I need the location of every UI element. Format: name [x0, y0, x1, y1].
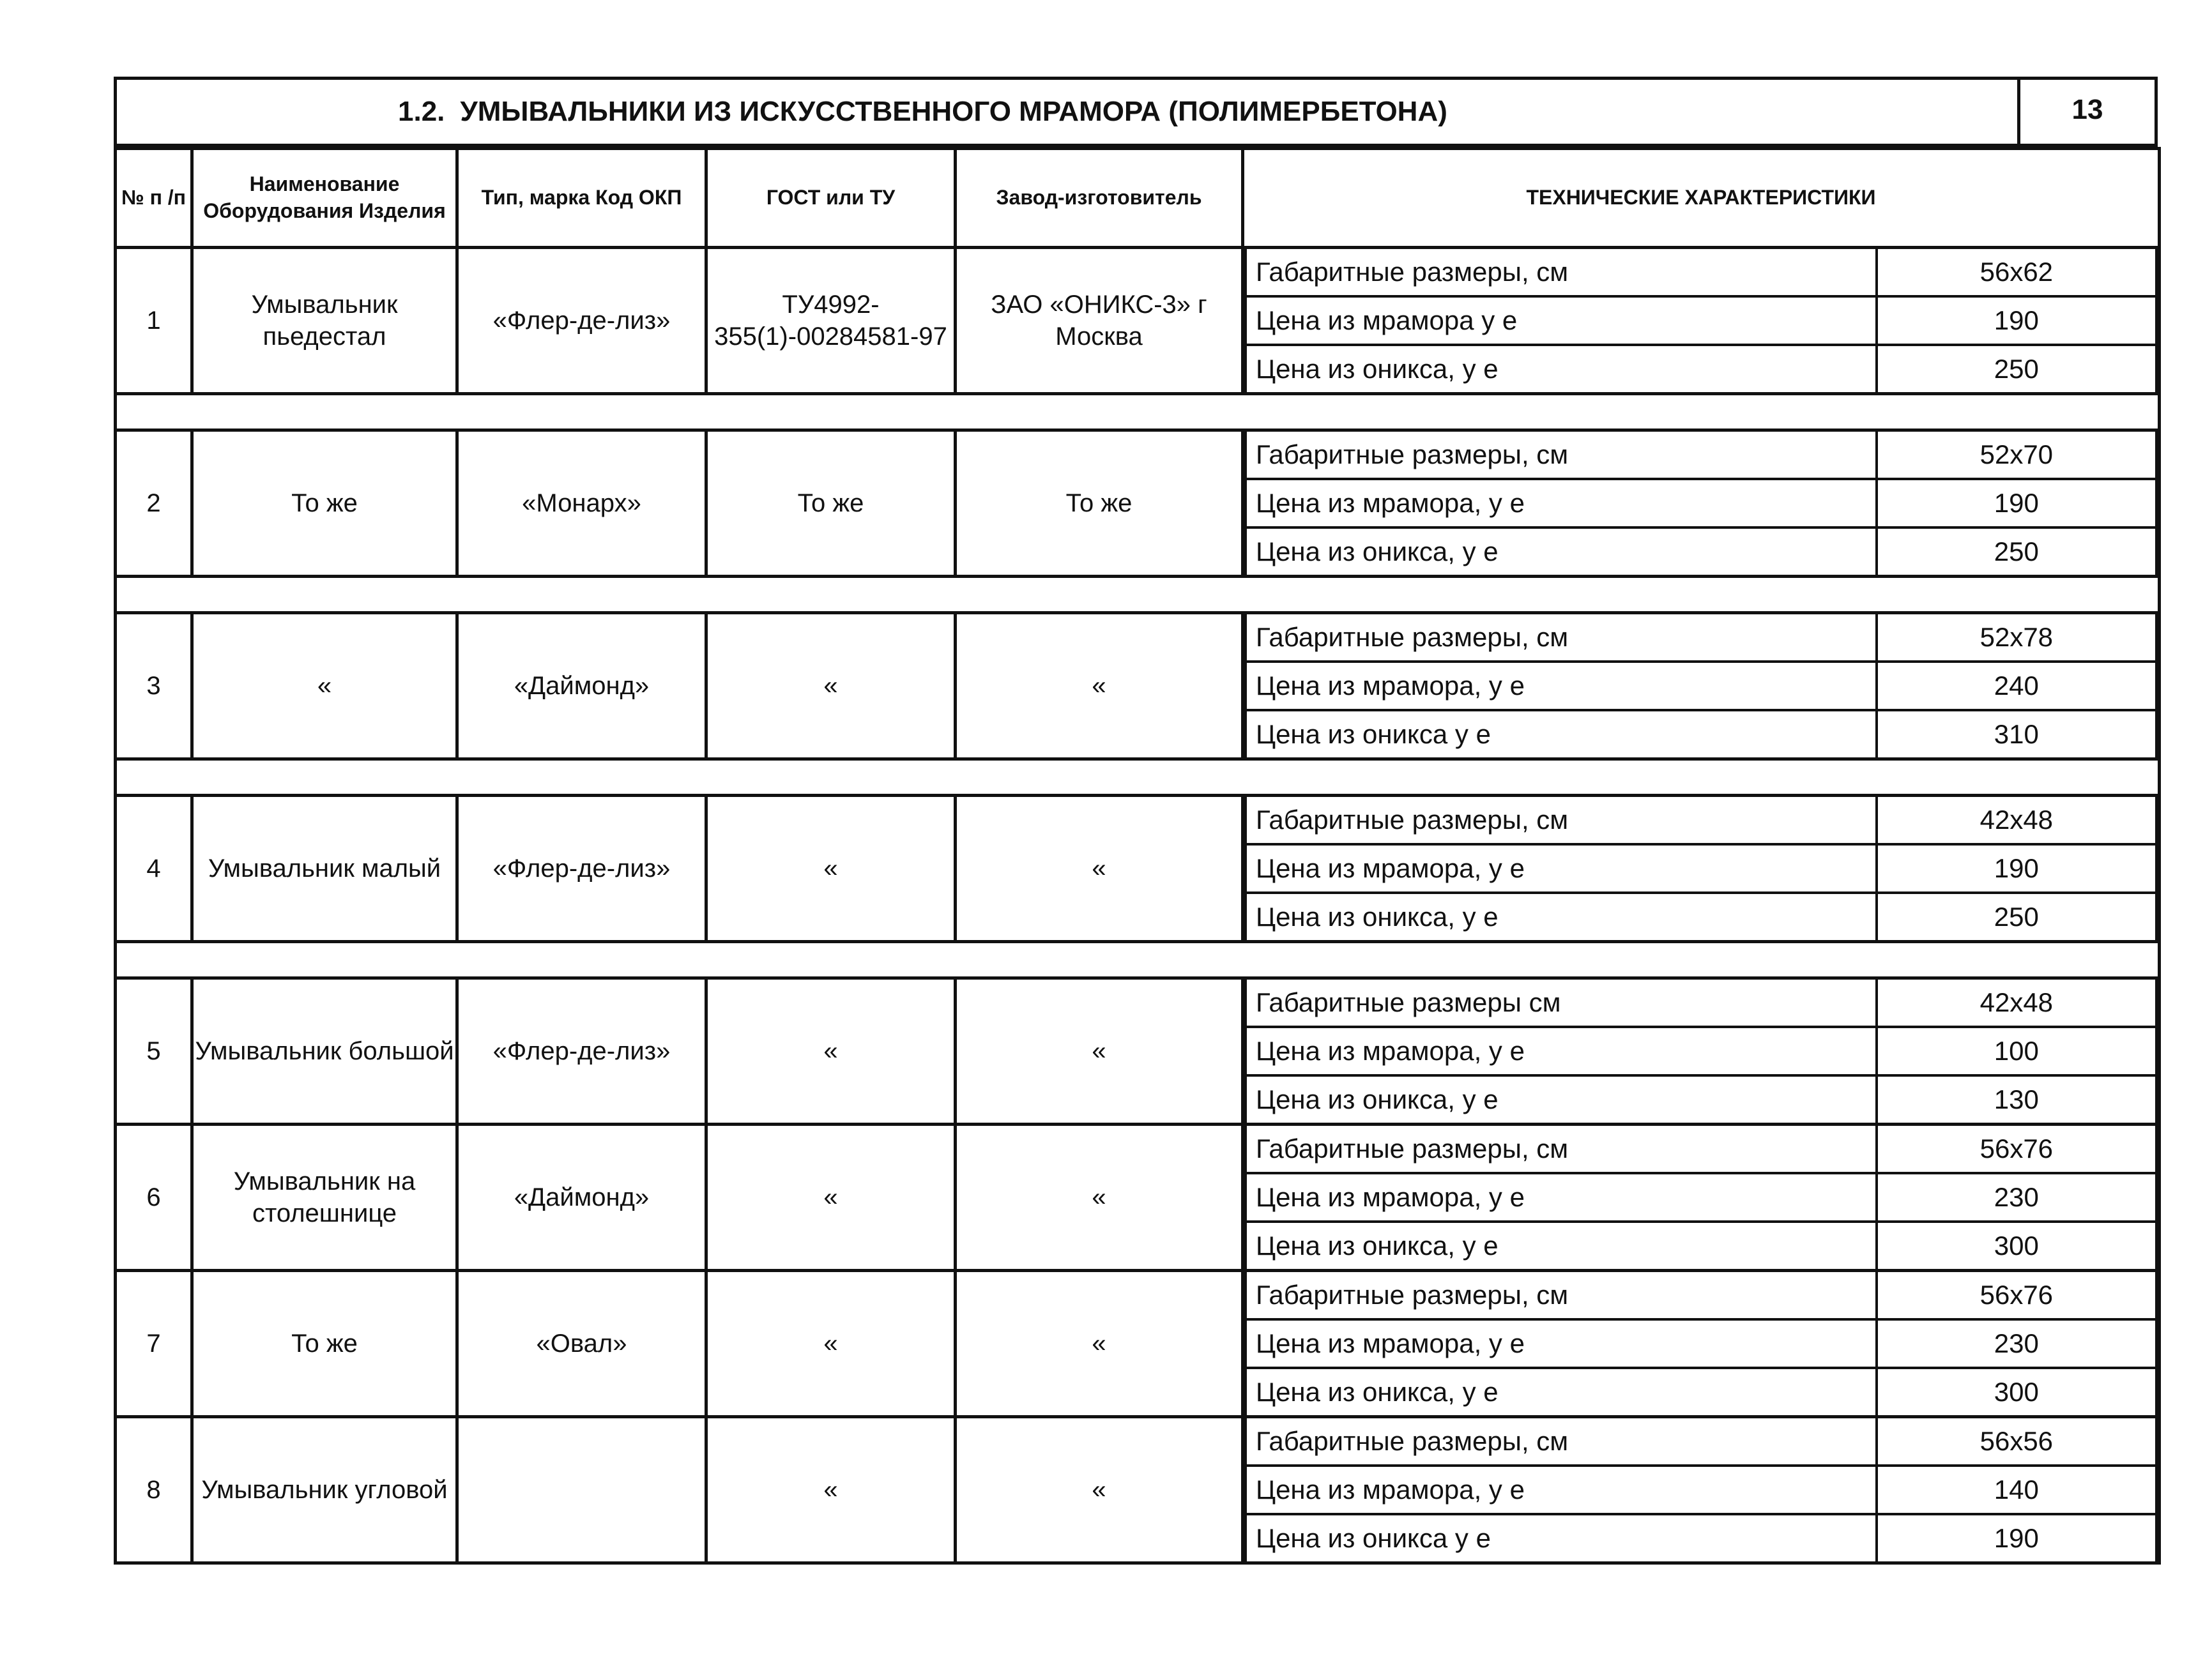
spec-row	[1246, 710, 2156, 757]
separator-row	[116, 942, 2160, 978]
table-row	[116, 1125, 2160, 1271]
spec-value: 42х48	[1877, 980, 2156, 1027]
spec-label: Цена из мрамора, у е	[1246, 844, 1877, 893]
cell-num: 3	[116, 613, 192, 759]
table-row	[116, 1271, 2160, 1417]
cell-type	[457, 1417, 706, 1563]
separator-cell	[116, 394, 2160, 430]
spec-label: Цена из оникса, у е	[1246, 1368, 1877, 1415]
spec-value: 300	[1877, 1368, 2156, 1415]
spec-row	[1246, 1173, 2156, 1222]
spec-table	[1244, 980, 2158, 1123]
cell-specs	[1243, 1417, 2160, 1563]
cell-maker: «	[956, 796, 1243, 942]
spec-label: Цена из мрамора у е	[1246, 296, 1877, 345]
spec-row	[1246, 1466, 2156, 1514]
cell-gost: «	[706, 613, 956, 759]
spec-value: 140	[1877, 1466, 2156, 1514]
spec-row	[1246, 296, 2156, 345]
spec-label: Габаритные размеры см	[1246, 980, 1877, 1027]
spec-row	[1246, 432, 2156, 479]
cell-name: Умывальник на столешнице	[192, 1125, 457, 1271]
cell-name: Умывальник большой	[192, 978, 457, 1125]
column-header-maker: Завод-изготовитель	[956, 149, 1243, 248]
cell-gost: «	[706, 1125, 956, 1271]
spec-label: Цена из мрамора, у е	[1246, 1466, 1877, 1514]
table-header-row	[116, 149, 2160, 248]
spec-value: 230	[1877, 1319, 2156, 1368]
spec-value: 56х62	[1877, 249, 2156, 296]
cell-specs	[1243, 1125, 2160, 1271]
spec-row	[1246, 614, 2156, 662]
spec-row	[1246, 797, 2156, 844]
spec-table	[1244, 614, 2158, 757]
spec-value: 230	[1877, 1173, 2156, 1222]
cell-name: Умывальник пьедестал	[192, 248, 457, 394]
cell-gost: «	[706, 1417, 956, 1563]
spec-value: 52х78	[1877, 614, 2156, 662]
spec-label: Цена из мрамора, у е	[1246, 1027, 1877, 1075]
spec-row	[1246, 345, 2156, 392]
cell-type: «Даймонд»	[457, 1125, 706, 1271]
cell-specs	[1243, 248, 2160, 394]
cell-gost: То же	[706, 430, 956, 577]
cell-maker: «	[956, 613, 1243, 759]
spec-label: Цена из оникса у е	[1246, 1514, 1877, 1561]
spec-row	[1246, 662, 2156, 710]
separator-row	[116, 759, 2160, 796]
spec-value: 130	[1877, 1075, 2156, 1123]
cell-gost: «	[706, 796, 956, 942]
section-title: УМЫВАЛЬНИКИ ИЗ ИСКУССТВЕННОГО МРАМОРА (ПОЛИМЕРБЕТОНА)	[460, 96, 1447, 127]
separator-cell	[116, 577, 2160, 613]
cell-maker: «	[956, 1271, 1243, 1417]
cell-name: Умывальник малый	[192, 796, 457, 942]
cell-type: «Монарх»	[457, 430, 706, 577]
spec-row	[1246, 1027, 2156, 1075]
spec-table	[1244, 432, 2158, 575]
spec-value: 56х56	[1877, 1418, 2156, 1466]
table-body	[116, 248, 2160, 1563]
catalog-page	[114, 77, 2158, 1565]
spec-value: 190	[1877, 296, 2156, 345]
spec-row	[1246, 1075, 2156, 1123]
separator-row	[116, 394, 2160, 430]
cell-specs	[1243, 613, 2160, 759]
spec-row	[1246, 980, 2156, 1027]
spec-row	[1246, 479, 2156, 527]
spec-table	[1244, 249, 2158, 392]
separator-cell	[116, 942, 2160, 978]
spec-label: Цена из оникса у е	[1246, 710, 1877, 757]
cell-type: «Флер-де-лиз»	[457, 796, 706, 942]
cell-maker: ЗАО «ОНИКС-3» г Москва	[956, 248, 1243, 394]
spec-label: Цена из оникса, у е	[1246, 893, 1877, 940]
spec-value: 190	[1877, 1514, 2156, 1561]
spec-table	[1244, 797, 2158, 940]
cell-specs	[1243, 430, 2160, 577]
cell-name: То же	[192, 1271, 457, 1417]
cell-gost: ТУ4992-355(1)-00284581-97	[706, 248, 956, 394]
cell-name: «	[192, 613, 457, 759]
cell-num: 2	[116, 430, 192, 577]
spec-value: 250	[1877, 527, 2156, 575]
spec-label: Цена из мрамора, у е	[1246, 662, 1877, 710]
spec-label: Габаритные размеры, см	[1246, 1418, 1877, 1466]
spec-value: 100	[1877, 1027, 2156, 1075]
table-row	[116, 1417, 2160, 1563]
spec-value: 52х70	[1877, 432, 2156, 479]
spec-row	[1246, 1319, 2156, 1368]
separator-row	[116, 577, 2160, 613]
spec-label: Цена из оникса, у е	[1246, 345, 1877, 392]
section-number: 1.2.	[398, 96, 445, 127]
section-header	[114, 77, 2158, 147]
spec-label: Цена из оникса, у е	[1246, 1075, 1877, 1123]
spec-label: Цена из мрамора, у е	[1246, 479, 1877, 527]
spec-row	[1246, 893, 2156, 940]
column-header-gost: ГОСТ или ТУ	[706, 149, 956, 248]
cell-specs	[1243, 796, 2160, 942]
cell-num: 4	[116, 796, 192, 942]
spec-value: 190	[1877, 844, 2156, 893]
spec-value: 310	[1877, 710, 2156, 757]
spec-table	[1244, 1272, 2158, 1415]
separator-cell	[116, 759, 2160, 796]
spec-label: Цена из мрамора, у е	[1246, 1173, 1877, 1222]
cell-maker: «	[956, 978, 1243, 1125]
spec-value: 56х76	[1877, 1126, 2156, 1173]
column-header-tech: ТЕХНИЧЕСКИЕ ХАРАКТЕРИСТИКИ	[1243, 149, 2160, 248]
spec-label: Габаритные размеры, см	[1246, 1126, 1877, 1173]
spec-table	[1244, 1418, 2158, 1561]
spec-value: 300	[1877, 1222, 2156, 1269]
spec-value: 250	[1877, 345, 2156, 392]
cell-specs	[1243, 978, 2160, 1125]
cell-name: То же	[192, 430, 457, 577]
section-title-cell	[117, 80, 2020, 144]
spec-value: 240	[1877, 662, 2156, 710]
table-row	[116, 430, 2160, 577]
cell-maker: То же	[956, 430, 1243, 577]
spec-value: 250	[1877, 893, 2156, 940]
spec-row	[1246, 1368, 2156, 1415]
spec-row	[1246, 844, 2156, 893]
spec-row	[1246, 1272, 2156, 1319]
cell-num: 7	[116, 1271, 192, 1417]
spec-value: 56х76	[1877, 1272, 2156, 1319]
spec-label: Габаритные размеры, см	[1246, 1272, 1877, 1319]
spec-table	[1244, 1126, 2158, 1269]
spec-value: 42х48	[1877, 797, 2156, 844]
table-row	[116, 978, 2160, 1125]
table-row	[116, 613, 2160, 759]
table-row	[116, 796, 2160, 942]
cell-specs	[1243, 1271, 2160, 1417]
column-header-type: Тип, марка Код ОКП	[457, 149, 706, 248]
cell-type: «Овал»	[457, 1271, 706, 1417]
spec-label: Габаритные размеры, см	[1246, 249, 1877, 296]
table-row	[116, 248, 2160, 394]
spec-row	[1246, 1222, 2156, 1269]
spec-value: 190	[1877, 479, 2156, 527]
cell-num: 1	[116, 248, 192, 394]
cell-gost: «	[706, 978, 956, 1125]
spec-label: Габаритные размеры, см	[1246, 797, 1877, 844]
spec-row	[1246, 527, 2156, 575]
cell-name: Умывальник угловой	[192, 1417, 457, 1563]
cell-num: 8	[116, 1417, 192, 1563]
spec-row	[1246, 1514, 2156, 1561]
spec-label: Габаритные размеры, см	[1246, 432, 1877, 479]
cell-type: «Флер-де-лиз»	[457, 248, 706, 394]
spec-row	[1246, 1126, 2156, 1173]
cell-num: 6	[116, 1125, 192, 1271]
cell-maker: «	[956, 1417, 1243, 1563]
spec-label: Цена из оникса, у е	[1246, 1222, 1877, 1269]
page-number: 13	[2071, 94, 2103, 125]
spec-label: Цена из оникса, у е	[1246, 527, 1877, 575]
spec-label: Цена из мрамора, у е	[1246, 1319, 1877, 1368]
cell-gost: «	[706, 1271, 956, 1417]
column-header-num: № п /п	[116, 149, 192, 248]
column-header-name: Наименование Оборудования Изделия	[192, 149, 457, 248]
cell-num: 5	[116, 978, 192, 1125]
cell-maker: «	[956, 1125, 1243, 1271]
cell-type: «Флер-де-лиз»	[457, 978, 706, 1125]
spec-row	[1246, 249, 2156, 296]
spec-row	[1246, 1418, 2156, 1466]
equipment-table	[114, 147, 2161, 1565]
cell-type: «Даймонд»	[457, 613, 706, 759]
spec-label: Габаритные размеры, см	[1246, 614, 1877, 662]
